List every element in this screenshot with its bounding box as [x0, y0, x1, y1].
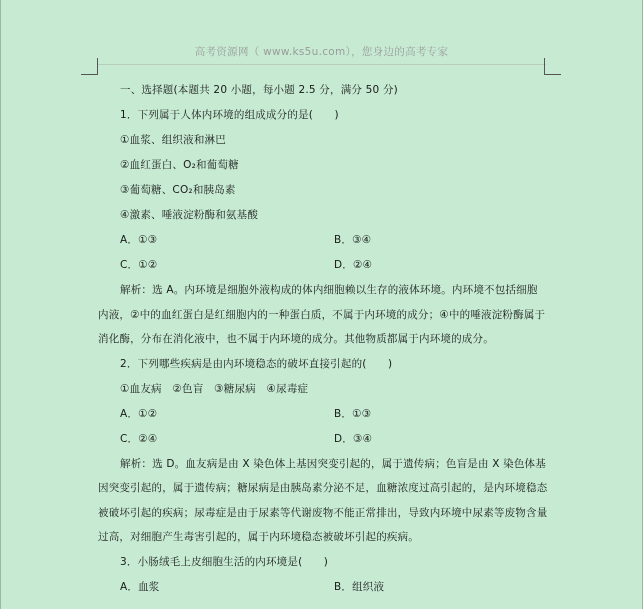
question-1-options-row-2 [98, 253, 548, 278]
header-rule [97, 64, 546, 65]
question-2-analysis [98, 452, 548, 550]
margin-corner-mark-left [81, 58, 98, 75]
question-1-analysis [98, 278, 548, 352]
question-1-item-2: ②血红蛋白、O₂和葡萄糖 [120, 159, 239, 171]
page-header: 高考资源网（ www.ks5u.com），您身边的高考专家 [194, 46, 449, 58]
question-3-option-b: B．组织液 [334, 580, 385, 593]
question-2-items: ①血友病 ②色盲 ③糖尿病 ④尿毒症 [120, 382, 309, 395]
margin-corner-mark-right [544, 58, 561, 75]
question-2-option-d: D．③④ [334, 432, 373, 445]
question-1-option-a: A．①③ [120, 234, 158, 246]
question-3-stem: 3．小肠绒毛上皮细胞生活的内环境是( ) [120, 555, 329, 568]
question-2-analysis-text: 解析：选 D。血友病是由 X 染色体上基因突变引起的，属于遗传病；色盲是由 X 染色体基因突变引起的，属于遗传病；糖尿病是由胰岛素分泌不足，血糖浓度过高引起的，是内环境稳态被破坏引起的疾病；尿毒症是由于尿素等代谢废物不能正常排出，导致内环境中尿素等废物含量过高，对细胞产生毒害引起的，属于内环境稳态被破坏引起的疾病。 [98, 457, 548, 543]
question-2-option-b: B．①③ [334, 407, 372, 420]
document-body [98, 78, 548, 600]
question-2-option-a: A．①② [120, 407, 158, 420]
question-1-item-3: ③葡萄糖、CO₂和胰岛素 [120, 184, 236, 196]
question-2-options-row-1 [98, 402, 548, 427]
question-2-options-row-2 [98, 427, 548, 452]
question-1-option-b: B．③④ [334, 234, 372, 246]
question-1-stem: 1．下列属于人体内环境的组成成分的是( ) [120, 109, 339, 121]
question-3-options-row-1 [98, 575, 548, 600]
question-1-item-1: ①血浆、组织液和淋巴 [120, 134, 226, 146]
question-1-item-4: ④激素、唾液淀粉酶和氨基酸 [120, 209, 259, 221]
question-3-option-a: A．血浆 [120, 580, 160, 593]
question-1-analysis-text: 解析：选 A。内环境是细胞外液构成的体内细胞赖以生存的液体环境。内环境不包括细胞内液，②中的血红蛋白是红细胞内的一种蛋白质，不属于内环境的成分；④中的唾液淀粉酶属于消化酶，分布在消化液中，也不属于内环境的成分。其他物质都属于内环境的成分。 [98, 284, 546, 345]
question-1-option-d: D．②④ [334, 259, 373, 271]
question-2-option-c: C．②④ [120, 432, 158, 445]
section-title: 一、选择题(本题共 20 小题，每小题 2.5 分，满分 50 分) [120, 84, 398, 96]
question-1-option-c: C．①② [120, 259, 158, 271]
question-1-options-row-1 [98, 228, 548, 253]
question-2-stem: 2．下列哪些疾病是由内环境稳态的破坏直接引起的( ) [120, 357, 393, 370]
